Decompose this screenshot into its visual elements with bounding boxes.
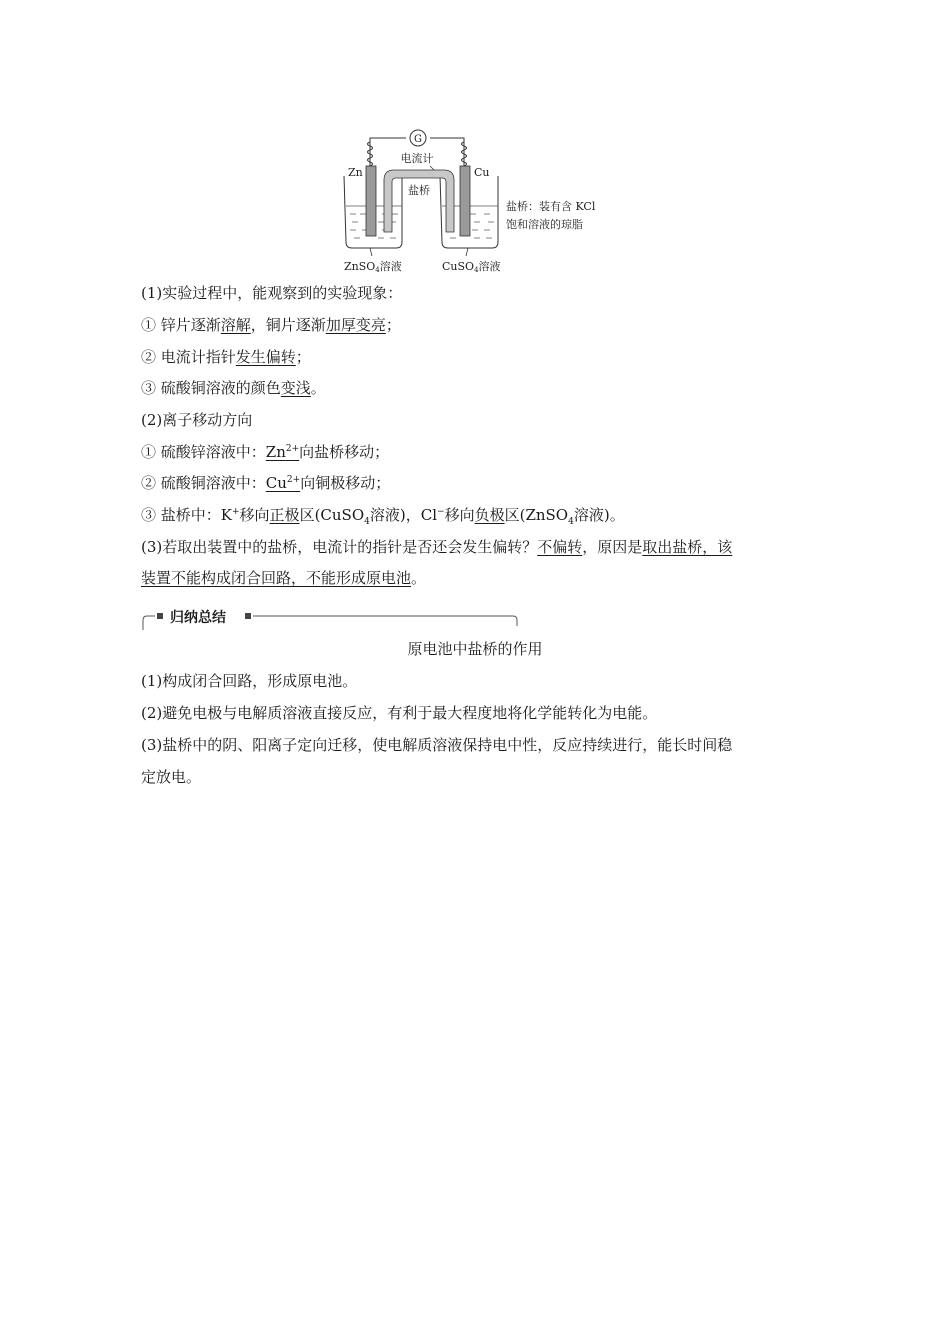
copper-electrode <box>460 166 470 236</box>
summary-point-1: (1)构成闭合回路，形成原电池。 <box>141 672 358 690</box>
summary-label: 归纳总结 <box>170 610 226 626</box>
answer-blank: 正极 <box>269 506 300 524</box>
cu-label: Cu <box>474 166 490 179</box>
galvanic-cell-diagram <box>338 122 618 274</box>
summary-title: 原电池中盐桥的作用 <box>407 640 543 658</box>
summary-header <box>141 606 521 630</box>
q3-line-2: 装置不能构成闭合回路，不能形成原电池。 <box>141 569 427 587</box>
answer-blank: 发生偏转 <box>235 348 296 366</box>
zn-label: Zn <box>348 166 363 179</box>
q2-item-3: ③ 盐桥中：K+移向正极区(CuSO$_4$溶液)，Cl−移向负极区(ZnSO$_4$溶液)。 <box>141 506 625 527</box>
left-pointer-line <box>370 248 372 256</box>
answer-blank: $Cu^{2+}$ <box>265 474 301 492</box>
summary-point-3-cont: 定放电。 <box>141 768 202 786</box>
answer-blank: 负极 <box>474 506 505 524</box>
salt-bridge <box>384 170 454 232</box>
galvanometer-label: G <box>414 134 422 145</box>
answer-blank: $Zn^{2+}$ <box>265 443 300 461</box>
q2-item-1: ① 硫酸锌溶液中：$Zn^{2+}$向盐桥移动； <box>141 443 390 461</box>
q2-item-2: ② 硫酸铜溶液中：$Cu^{2+}$向铜极移动； <box>141 474 391 492</box>
left-coil-icon <box>368 142 373 166</box>
right-pointer-line <box>466 248 468 256</box>
q1-heading: (1)实验过程中，能观察到的实验现象： <box>141 284 403 302</box>
left-solution-label: ZnSO4溶液 <box>344 260 402 274</box>
salt-bridge-label: 盐桥 <box>408 184 430 197</box>
ammeter-label: 电流计 <box>400 152 434 165</box>
q2-heading: (2)离子移动方向 <box>141 411 253 429</box>
answer-blank: 取出盐桥，该 <box>642 538 733 556</box>
q1-item-1: ① 锌片逐渐溶解，铜片逐渐加厚变亮； <box>141 316 401 334</box>
summary-point-3: (3)盐桥中的阴、阳离子定向迁移，使电解质溶液保持电中性，反应持续进行，能长时间稳 <box>141 736 733 754</box>
circuit-wire-right <box>430 138 464 166</box>
q1-item-2: ② 电流计指针发生偏转； <box>141 348 311 366</box>
right-coil-icon <box>462 142 467 166</box>
answer-blank: 装置不能构成闭合回路，不能形成原电池 <box>141 569 412 587</box>
salt-bridge-note-line1: 盐桥：装有含 KCl <box>506 200 596 213</box>
zinc-electrode <box>366 166 376 236</box>
answer-blank: 不偏转 <box>537 538 583 556</box>
answer-blank: 加厚变亮 <box>325 316 386 334</box>
answer-blank: 溶解 <box>220 316 251 334</box>
summary-point-2: (2)避免电极与电解质溶液直接反应，有利于最大程度地将化学能转化为电能。 <box>141 704 658 722</box>
salt-bridge-note-line2: 饱和溶液的琼脂 <box>506 218 583 231</box>
right-solution-label: CuSO4溶液 <box>442 260 501 274</box>
q1-item-3: ③ 硫酸铜溶液的颜色变浅。 <box>141 379 326 397</box>
answer-blank: 变浅 <box>280 379 311 397</box>
q3-line-1: (3)若取出装置中的盐桥，电流计的指针是否还会发生偏转？不偏转，原因是取出盐桥，该 <box>141 538 733 556</box>
